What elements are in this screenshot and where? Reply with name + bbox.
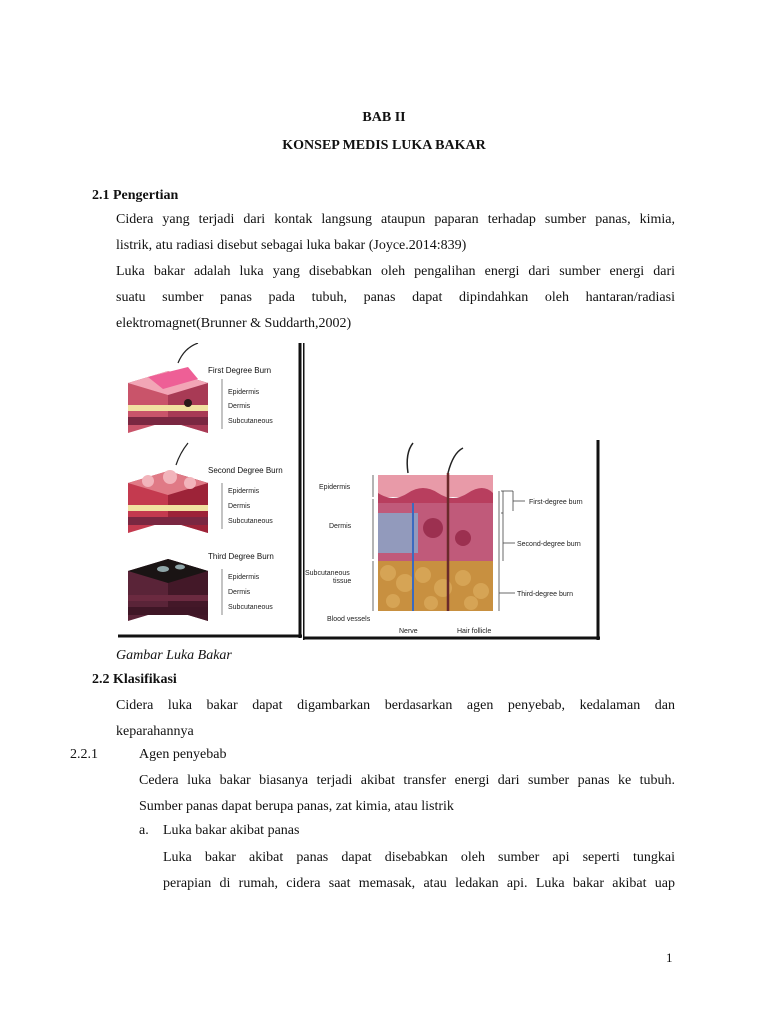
layer-label: Epidermis — [228, 574, 260, 581]
third-degree-title: Third Degree Burn — [208, 552, 274, 561]
text-line: listrik, atu radiasi disebut sebagai luka bakar (Joyce.2014:839) — [116, 238, 467, 253]
skin-label-epidermis: Epidermis — [319, 484, 351, 491]
chapter-label: BAB II — [362, 110, 406, 125]
skin-label-dermis: Dermis — [329, 523, 352, 530]
burn-degrees-illustration — [118, 343, 302, 638]
second-degree-title: Second Degree Burn — [208, 466, 283, 475]
first-degree-title: First Degree Burn — [208, 366, 272, 375]
list-item-paragraph — [163, 845, 675, 897]
layer-label: Epidermis — [228, 488, 260, 495]
figure-caption: Gambar Luka Bakar — [116, 648, 232, 663]
section-2-2-heading: 2.2 Klasifikasi — [92, 672, 177, 687]
third-degree-burn-label: Third-degree burn — [517, 591, 574, 598]
layer-label: Subcutaneous — [228, 418, 273, 425]
layer-label: Dermis — [228, 403, 251, 410]
text-line: Sumber panas dapat berupa panas, zat kimia, atau listrik — [139, 799, 454, 814]
skin-label-blood-vessels: Blood vessels — [327, 616, 371, 623]
text-line: perapian di rumah, cidera saat memasak, atau ledakan api. Luka bakar akibat uap — [163, 876, 675, 891]
layer-label: Epidermis — [228, 389, 260, 396]
text-line: elektromagnet(Brunner & Suddarth,2002) — [116, 316, 352, 331]
page-title: KONSEP MEDIS LUKA BAKAR — [282, 138, 486, 153]
text-line: Cedera luka bakar biasanya terjadi akibat transfer energi dari sumber panas ke tubuh. — [139, 773, 675, 788]
text-line: keparahannya — [116, 724, 194, 739]
skin-label-tissue: tissue — [333, 578, 352, 585]
layer-label: Subcutaneous — [228, 518, 273, 525]
second-degree-block — [128, 443, 208, 533]
section-2-1-paragraph-1 — [116, 207, 675, 259]
layer-label: Dermis — [228, 503, 251, 510]
section-2-2-1-heading: Agen penyebab — [139, 747, 227, 762]
second-degree-burn-label: Second-degree burn — [517, 541, 581, 548]
first-degree-block — [128, 343, 208, 433]
skin-label-subcutaneous: Subcutaneous — [305, 570, 350, 577]
skin-cross-section-illustration — [303, 343, 603, 640]
third-degree-block — [128, 559, 208, 621]
section-2-2-1-number: 2.2.1 — [70, 747, 98, 762]
section-2-2-1-paragraph — [139, 768, 675, 820]
section-2-2-paragraph — [116, 693, 675, 745]
skin-label-hair-follicle: Hair follicle — [457, 628, 492, 635]
page-number: 1 — [666, 950, 673, 965]
text-line: suatu sumber panas pada tubuh, panas dapat dipindahkan oleh hantaran/radiasi — [116, 290, 675, 305]
list-item-marker: a. — [139, 823, 149, 838]
skin-label-nerve: Nerve — [399, 628, 418, 635]
list-item-title: Luka bakar akibat panas — [163, 823, 300, 838]
layer-label: Subcutaneous — [228, 604, 273, 611]
text-line: Cidera luka bakar dapat digambarkan berdasarkan agen penyebab, kedalaman dan — [116, 698, 675, 713]
skin-layers — [378, 443, 493, 611]
section-2-1-paragraph-2 — [116, 259, 675, 337]
section-2-1-heading: 2.1 Pengertian — [92, 188, 179, 203]
text-line: Cidera yang terjadi dari kontak langsung ataupun paparan terhadap sumber panas, kimia, — [116, 212, 675, 227]
text-line: Luka bakar adalah luka yang disebabkan oleh pengalihan energi dari sumber energi dari — [116, 264, 675, 279]
layer-label: Dermis — [228, 589, 251, 596]
first-degree-burn-label: First-degree burn — [529, 499, 583, 506]
text-line: Luka bakar akibat panas dapat disebabkan oleh sumber api seperti tungkai — [163, 850, 675, 865]
